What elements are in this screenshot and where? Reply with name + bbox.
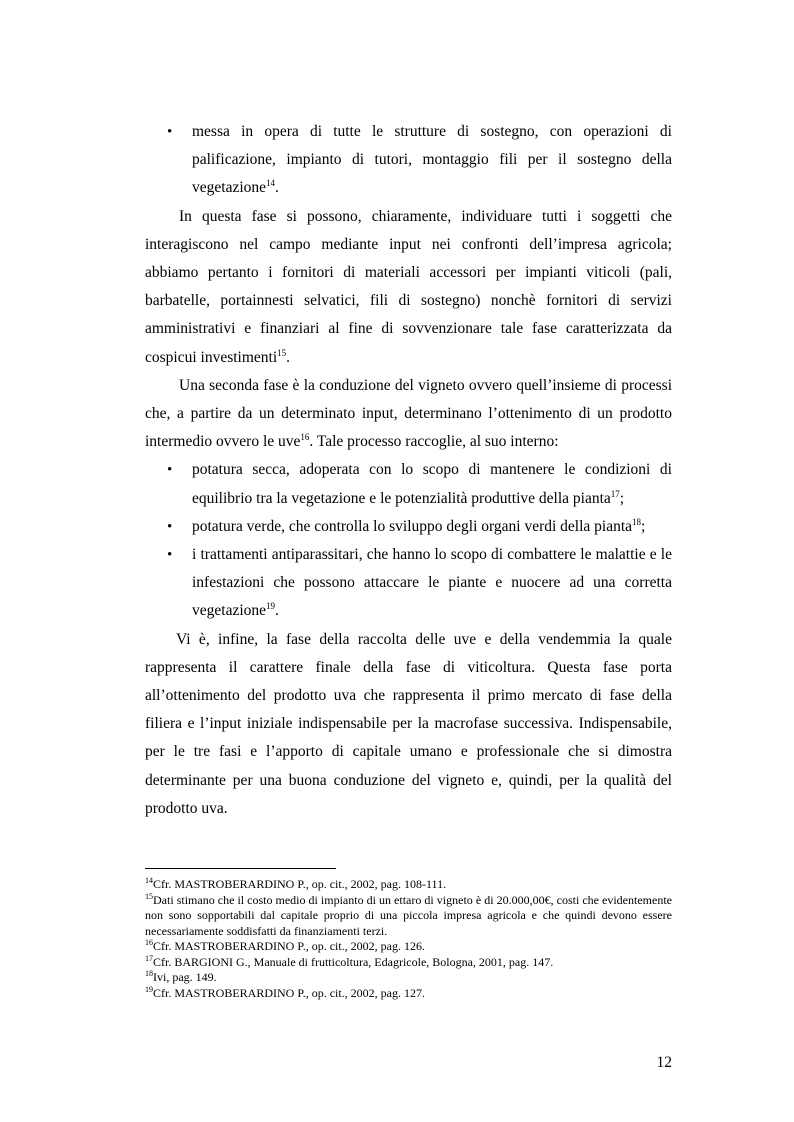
footnote-text: Cfr. MASTROBERARDINO P., op. cit., 2002, pag. 126. (153, 939, 426, 953)
footnote-number: 14 (145, 876, 153, 885)
bullet-text: i trattamenti antiparassitari, che hanno lo scopo di combattere le malattie e le infestazioni che possono attaccare le piante e nuocere ad una corretta vegetazione (192, 546, 672, 620)
footnote-number: 17 (145, 953, 153, 963)
bullet-item-potatura-verde (145, 513, 672, 541)
footnote-18 (145, 970, 672, 986)
footnote-ref: 14 (266, 178, 276, 189)
footnotes (145, 868, 672, 1001)
bullet-end: ; (619, 489, 625, 507)
footnote-text: Cfr. BARGIONI G., Manuale di frutticoltura, Edagricole, Bologna, 2001, pag. 147. (153, 954, 554, 969)
footnote-text: Cfr. MASTROBERARDINO P., op. cit., 2002, pag. 127. (153, 985, 426, 1000)
paragraph-end: . (286, 348, 291, 366)
bullet-text: potatura verde, che controlla lo sviluppo degli organi verdi della pianta (192, 517, 633, 535)
paragraph-end: . Tale processo raccoglie, al suo interno: (309, 433, 559, 451)
bullet-item-trattamenti (145, 541, 672, 626)
bullet-end: . (275, 179, 279, 197)
footnote-text: Dati stimano che il costo medio di impianto di un ettaro di vigneto è di 20.000,00€, costi che evidentemente non sono sopportabili dal capitale proprio di una piccola impresa agricola e che quindi devono essere necessariamente soddisfatti da finanziamenti terzi. (145, 892, 672, 938)
bullet-marker: • (167, 518, 173, 535)
bullet-marker: • (167, 547, 173, 564)
footnote-ref: 16 (300, 432, 310, 443)
footnote-17 (145, 955, 672, 971)
bullet-text: messa in opera di tutte le strutture di sostegno, con operazioni di palificazione, impianto di tutori, montaggio fili per il sostegno della vegetazione (192, 123, 672, 197)
paragraph-text: In questa fase si possono, chiaramente, individuare tutti i soggetti che interagiscono nel campo mediante input nei confronti dell’impresa agricola; abbiamo pertanto i fornitori di materiali accessori per impianti viticoli (pali, barbatelle, portainnesti selvatici, fili di sostegno) nonchè fornitori di servizi amministrativi e finanziari al fine di sovvenzionare tale fase caratterizzata da cospicui investimenti (145, 207, 672, 366)
bullet-marker: • (167, 124, 173, 140)
bullet-text: potatura secca, adoperata con lo scopo di mantenere le condizioni di equilibrio tra la vegetazione e le potenzialità produttive della pianta (192, 461, 672, 507)
footnote-16 (145, 939, 672, 955)
footnote-number: 15 (145, 891, 153, 901)
footnote-ref: 15 (277, 347, 287, 358)
footnote-text: Ivi, pag. 149. (153, 970, 217, 984)
footnote-14 (145, 877, 672, 893)
bullet-end: ; (641, 517, 646, 535)
bullet-list-top (145, 118, 672, 203)
footnote-19 (145, 986, 672, 1002)
footnote-ref: 19 (266, 601, 276, 612)
footnote-ref: 18 (632, 516, 642, 527)
bullet-end: . (275, 602, 279, 620)
footnote-number: 16 (145, 938, 153, 947)
bullet-marker: • (167, 462, 173, 479)
paragraph-soggetti (145, 203, 672, 372)
paragraph-conduzione (145, 372, 672, 457)
bullet-list-processi (145, 456, 672, 625)
footnote-number: 19 (145, 984, 153, 994)
paragraph-text: Vi è, infine, la fase della raccolta delle uve e della vendemmia la quale rappresenta il carattere finale della fase di viticoltura. Questa fase porta all’ottenimento del prodotto uva che rappresenta il primo mercato di fase della filiera e l’input iniziale indispensabile per la macrofase successiva. Indispensabile, per le tre fasi e l’apporto di capitale umano e professionale che si dimostra determinante per una buona conduzione del vigneto e, quindi, per la qualità del prodotto uva. (145, 630, 672, 817)
page-number: 12 (656, 1054, 672, 1071)
footnote-ref: 17 (610, 488, 620, 499)
footnote-divider (145, 868, 336, 869)
bullet-item-palificazione (145, 118, 672, 203)
paragraph-text: Una seconda fase è la conduzione del vigneto ovvero quell’insieme di processi che, a partire da un determinato input, determinano l’ottenimento di un prodotto intermedio ovvero le uve (145, 376, 672, 451)
footnote-number: 18 (145, 969, 153, 978)
bullet-item-potatura-secca (145, 456, 672, 512)
footnote-15 (145, 893, 672, 940)
page-body (145, 118, 672, 823)
paragraph-raccolta (145, 626, 672, 823)
footnote-text: Cfr. MASTROBERARDINO P., op. cit., 2002, pag. 108-111. (153, 877, 447, 891)
